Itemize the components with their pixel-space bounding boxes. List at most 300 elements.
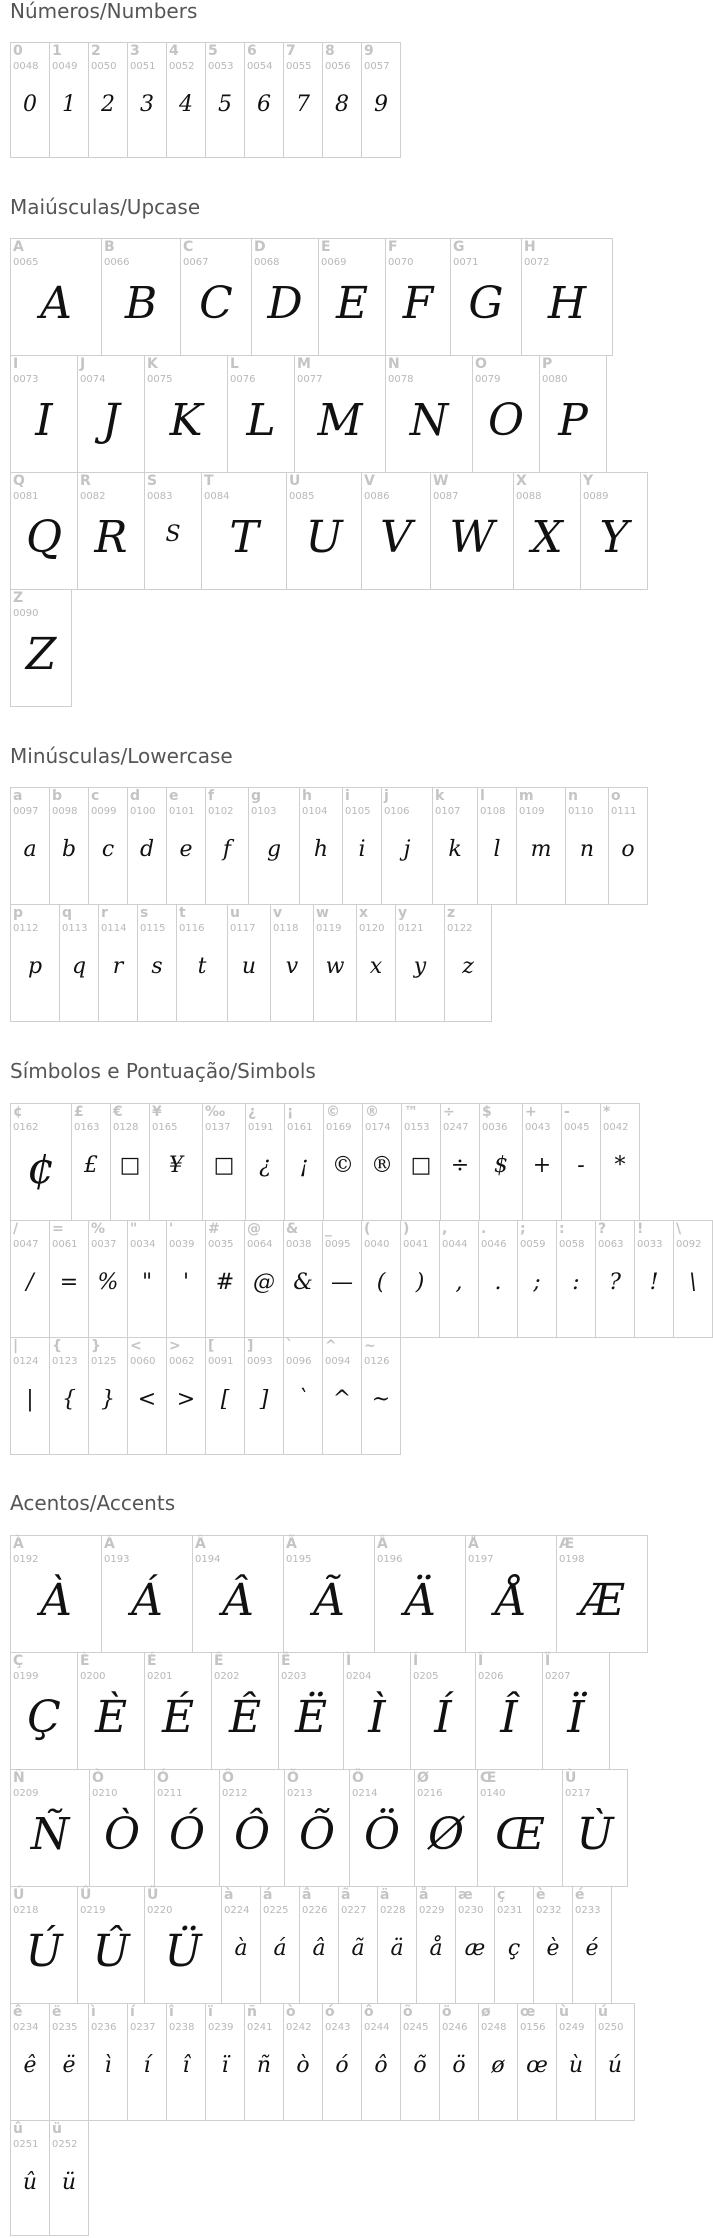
glyph-cell bbox=[10, 1220, 50, 1338]
glyph-char-label: B bbox=[104, 239, 115, 255]
glyph-code: 0199 bbox=[13, 1671, 39, 1682]
glyph-sample: f bbox=[222, 837, 232, 862]
glyph-code: 0043 bbox=[525, 1122, 551, 1133]
glyph-cell bbox=[71, 1103, 111, 1221]
glyph-cell bbox=[227, 904, 271, 1022]
glyph-cell bbox=[673, 1220, 713, 1338]
glyph-sample: , bbox=[455, 1270, 463, 1295]
glyph-sample: î bbox=[182, 2053, 190, 2078]
glyph-code: 0174 bbox=[365, 1122, 391, 1133]
glyph-code: 0074 bbox=[80, 374, 106, 385]
glyph-sample: Î bbox=[500, 1692, 518, 1743]
glyph-code: 0204 bbox=[346, 1671, 372, 1682]
glyph-code: 0236 bbox=[91, 2022, 117, 2033]
glyph-cell bbox=[322, 1337, 362, 1455]
glyph-cell bbox=[381, 787, 433, 905]
glyph-cell bbox=[556, 1535, 648, 1653]
glyph-code: 0041 bbox=[403, 1239, 429, 1250]
glyph-code: 0242 bbox=[286, 2022, 312, 2033]
glyph-char-label: D bbox=[254, 239, 266, 255]
glyph-char-label: F bbox=[388, 239, 398, 255]
glyph-code: 0232 bbox=[536, 1905, 562, 1916]
glyph-char-label: } bbox=[91, 1338, 101, 1354]
glyph-char-label: ô bbox=[364, 2004, 374, 2020]
glyph-code: 0125 bbox=[91, 1356, 117, 1367]
glyph-char-label: = bbox=[52, 1221, 64, 1237]
glyph-cell bbox=[270, 904, 314, 1022]
glyph-row bbox=[10, 1220, 712, 1338]
glyph-sample: E bbox=[335, 278, 369, 329]
glyph-code: 0100 bbox=[130, 806, 156, 817]
glyph-sample: i bbox=[358, 837, 366, 862]
glyph-sample: Ì bbox=[368, 1692, 386, 1743]
glyph-sample: A bbox=[40, 278, 72, 329]
glyph-code: 0122 bbox=[447, 923, 473, 934]
glyph-cell bbox=[356, 904, 396, 1022]
glyph-char-label: R bbox=[80, 473, 91, 489]
glyph-cell bbox=[88, 787, 128, 905]
glyph-cell bbox=[127, 1220, 167, 1338]
glyph-sample: ) bbox=[415, 1270, 425, 1295]
glyph-char-label: ` bbox=[286, 1338, 293, 1354]
glyph-cell bbox=[88, 2003, 128, 2121]
glyph-char-label: < bbox=[130, 1338, 142, 1354]
glyph-sample: á bbox=[273, 1936, 287, 1961]
glyph-code: 0161 bbox=[287, 1122, 313, 1133]
glyph-sample: 8 bbox=[335, 92, 349, 117]
glyph-code: 0246 bbox=[442, 2022, 468, 2033]
glyph-code: 0191 bbox=[248, 1122, 274, 1133]
glyph-sample: N bbox=[409, 395, 449, 446]
glyph-char-label: Ù bbox=[565, 1770, 577, 1786]
glyph-code: 0241 bbox=[247, 2022, 273, 2033]
glyph-code: 0057 bbox=[364, 61, 390, 72]
glyph-char-label: O bbox=[475, 356, 487, 372]
glyph-char-label: ÷ bbox=[443, 1104, 455, 1120]
glyph-cell bbox=[248, 787, 300, 905]
glyph-char-label: Y bbox=[583, 473, 594, 489]
glyph-char-label: å bbox=[419, 1887, 429, 1903]
glyph-cell bbox=[205, 1220, 245, 1338]
glyph-code: 0034 bbox=[130, 1239, 156, 1250]
glyph-code: 0063 bbox=[598, 1239, 624, 1250]
glyph-char-label: s bbox=[140, 905, 149, 921]
glyph-char-label: 6 bbox=[247, 43, 257, 59]
glyph-char-label: É bbox=[147, 1653, 157, 1669]
glyph-cell bbox=[440, 1103, 480, 1221]
glyph-sample: ( bbox=[376, 1270, 386, 1295]
glyph-sample: T bbox=[229, 512, 259, 563]
glyph-cell bbox=[284, 1769, 350, 1887]
glyph-char-label: Ç bbox=[13, 1653, 24, 1669]
glyph-char-label: ~ bbox=[364, 1338, 376, 1354]
glyph-cell bbox=[144, 1886, 222, 2004]
glyph-char-label: Æ bbox=[559, 1536, 575, 1552]
glyph-cell bbox=[89, 1769, 155, 1887]
glyph-sample: □ bbox=[119, 1153, 141, 1178]
glyph-code: 0220 bbox=[147, 1905, 173, 1916]
glyph-char-label: e bbox=[169, 788, 179, 804]
glyph-char-label: ó bbox=[325, 2004, 335, 2020]
glyph-code: 0196 bbox=[377, 1554, 403, 1565]
glyph-cell bbox=[595, 2003, 635, 2121]
glyph-sample: \ bbox=[689, 1270, 697, 1295]
glyph-char-label: ® bbox=[365, 1104, 379, 1120]
glyph-cell bbox=[517, 2003, 557, 2121]
glyph-code: 0118 bbox=[273, 923, 299, 934]
glyph-code: 0252 bbox=[52, 2139, 78, 2150]
glyph-code: 0044 bbox=[442, 1239, 468, 1250]
glyph-char-label: Õ bbox=[287, 1770, 299, 1786]
glyph-code: 0083 bbox=[147, 491, 173, 502]
glyph-code: 0249 bbox=[559, 2022, 585, 2033]
glyph-code: 0045 bbox=[564, 1122, 590, 1133]
glyph-char-label: @ bbox=[247, 1221, 261, 1237]
glyph-char-label: Ì bbox=[346, 1653, 352, 1669]
glyph-sample: V bbox=[380, 512, 412, 563]
glyph-char-label: À bbox=[13, 1536, 24, 1552]
glyph-cell bbox=[144, 472, 202, 590]
glyph-code: 0108 bbox=[480, 806, 506, 817]
glyph-code: 0202 bbox=[214, 1671, 240, 1682]
glyph-sample: L bbox=[246, 395, 276, 446]
glyph-cell bbox=[192, 1535, 284, 1653]
glyph-char-label: é bbox=[575, 1887, 585, 1903]
glyph-code: 0099 bbox=[91, 806, 117, 817]
glyph-char-label: Ò bbox=[92, 1770, 104, 1786]
glyph-sample: Y bbox=[599, 512, 629, 563]
glyph-sample: Ü bbox=[164, 1926, 202, 1977]
glyph-char-label: \ bbox=[676, 1221, 682, 1237]
glyph-char-label: à bbox=[224, 1887, 234, 1903]
glyph-cell bbox=[294, 355, 386, 473]
glyph-code: 0217 bbox=[565, 1788, 591, 1799]
glyph-row bbox=[10, 904, 491, 1022]
glyph-sample: U bbox=[305, 512, 343, 563]
glyph-code: 0123 bbox=[52, 1356, 78, 1367]
glyph-cell bbox=[251, 238, 319, 356]
glyph-cell bbox=[59, 904, 99, 1022]
glyph-char-label: ; bbox=[520, 1221, 526, 1237]
glyph-code: 0072 bbox=[524, 257, 550, 268]
glyph-char-label: I bbox=[13, 356, 19, 372]
glyph-sample: à bbox=[234, 1936, 248, 1961]
glyph-cell bbox=[494, 1886, 534, 2004]
glyph-sample: Ê bbox=[228, 1692, 262, 1743]
glyph-cell bbox=[10, 1535, 102, 1653]
glyph-code: 0213 bbox=[287, 1788, 313, 1799]
glyph-char-label: y bbox=[398, 905, 408, 921]
glyph-sample: ú bbox=[607, 2053, 623, 2078]
glyph-cell bbox=[144, 1652, 212, 1770]
glyph-sample: Â bbox=[222, 1575, 254, 1626]
glyph-cell bbox=[572, 1886, 612, 2004]
glyph-sample: v bbox=[285, 954, 299, 979]
glyph-code: 0096 bbox=[286, 1356, 312, 1367]
glyph-cell bbox=[479, 1103, 523, 1221]
glyph-code: 0192 bbox=[13, 1554, 39, 1565]
glyph-char-label: 8 bbox=[325, 43, 335, 59]
glyph-char-label: ! bbox=[637, 1221, 644, 1237]
glyph-cell bbox=[10, 1769, 90, 1887]
glyph-char-label: á bbox=[263, 1887, 273, 1903]
glyph-sample: b bbox=[61, 837, 77, 862]
glyph-code: 0195 bbox=[286, 1554, 312, 1565]
glyph-sample: : bbox=[572, 1270, 580, 1295]
glyph-char-label: | bbox=[13, 1338, 19, 1354]
glyph-code: 0119 bbox=[316, 923, 342, 934]
glyph-cell bbox=[10, 472, 78, 590]
glyph-code: 0126 bbox=[364, 1356, 390, 1367]
glyph-char-label: Û bbox=[80, 1887, 92, 1903]
glyph-code: 0095 bbox=[325, 1239, 351, 1250]
glyph-sample: F bbox=[402, 278, 434, 329]
glyph-code: 0194 bbox=[195, 1554, 221, 1565]
glyph-sample: ` bbox=[297, 1387, 309, 1412]
section-title: Maiúsculas/Upcase bbox=[10, 195, 201, 219]
glyph-sample: ö bbox=[452, 2053, 466, 2078]
glyph-code: 0077 bbox=[297, 374, 323, 385]
glyph-code: 0088 bbox=[516, 491, 542, 502]
glyph-char-label: j bbox=[384, 788, 389, 804]
glyph-cell bbox=[283, 1535, 375, 1653]
glyph-sample: ~ bbox=[371, 1387, 391, 1412]
glyph-cell bbox=[556, 1220, 596, 1338]
glyph-char-label: ‰ bbox=[205, 1104, 226, 1120]
glyph-char-label: q bbox=[62, 905, 73, 921]
glyph-cell bbox=[49, 787, 89, 905]
glyph-char-label: Q bbox=[13, 473, 25, 489]
glyph-sample: Ñ bbox=[30, 1809, 70, 1860]
glyph-sample: 3 bbox=[140, 92, 154, 117]
glyph-cell bbox=[127, 787, 167, 905]
glyph-cell bbox=[88, 42, 128, 158]
glyph-code: 0104 bbox=[302, 806, 328, 817]
glyph-char-label: . bbox=[481, 1221, 487, 1237]
glyph-sample: c bbox=[101, 837, 115, 862]
glyph-char-label: ø bbox=[481, 2004, 491, 2020]
glyph-char-label: œ bbox=[520, 2004, 536, 2020]
glyph-cell bbox=[77, 1886, 145, 2004]
glyph-code: 0117 bbox=[230, 923, 256, 934]
glyph-cell bbox=[561, 1103, 601, 1221]
glyph-sample: 7 bbox=[296, 92, 310, 117]
glyph-code: 0227 bbox=[341, 1905, 367, 1916]
glyph-char-label: È bbox=[80, 1653, 90, 1669]
glyph-cell bbox=[10, 2003, 50, 2121]
glyph-cell bbox=[595, 1220, 635, 1338]
glyph-code: 0065 bbox=[13, 257, 39, 268]
glyph-sample: ¡ bbox=[299, 1153, 309, 1178]
glyph-cell bbox=[600, 1103, 640, 1221]
glyph-cell bbox=[478, 2003, 518, 2121]
glyph-sample: D bbox=[267, 278, 303, 329]
glyph-cell bbox=[450, 238, 522, 356]
glyph-sample: d bbox=[139, 837, 155, 862]
glyph-cell bbox=[244, 42, 284, 158]
glyph-cell bbox=[49, 42, 89, 158]
glyph-char-label: d bbox=[130, 788, 141, 804]
glyph-char-label: Â bbox=[195, 1536, 206, 1552]
glyph-code: 0115 bbox=[140, 923, 166, 934]
glyph-code: 0247 bbox=[443, 1122, 469, 1133]
glyph-sample: K bbox=[169, 395, 203, 446]
glyph-code: 0079 bbox=[475, 374, 501, 385]
glyph-sample: À bbox=[40, 1575, 72, 1626]
glyph-sample: ë bbox=[62, 2053, 76, 2078]
glyph-cell bbox=[77, 1652, 145, 1770]
glyph-code: 0211 bbox=[157, 1788, 183, 1799]
glyph-code: 0048 bbox=[13, 61, 39, 72]
glyph-char-label: W bbox=[433, 473, 449, 489]
glyph-cell bbox=[166, 1337, 206, 1455]
glyph-code: 0163 bbox=[74, 1122, 100, 1133]
glyph-sample: I bbox=[35, 395, 53, 446]
glyph-char-label: k bbox=[435, 788, 445, 804]
glyph-cell bbox=[205, 1337, 245, 1455]
glyph-sample: # bbox=[215, 1270, 235, 1295]
section-title: Minúsculas/Lowercase bbox=[10, 744, 233, 768]
glyph-code: 0039 bbox=[169, 1239, 195, 1250]
glyph-char-label: : bbox=[559, 1221, 565, 1237]
glyph-row bbox=[10, 1535, 647, 1653]
glyph-cell bbox=[10, 1886, 78, 2004]
glyph-code: 0073 bbox=[13, 374, 39, 385]
glyph-code: 0084 bbox=[204, 491, 230, 502]
glyph-sample: ÷ bbox=[450, 1153, 470, 1178]
glyph-code: 0111 bbox=[611, 806, 637, 817]
glyph-sample: ' bbox=[182, 1270, 190, 1295]
glyph-cell bbox=[400, 1220, 440, 1338]
glyph-sample: = bbox=[59, 1270, 79, 1295]
glyph-char-label: 4 bbox=[169, 43, 179, 59]
glyph-cell bbox=[522, 1103, 562, 1221]
glyph-code: 0091 bbox=[208, 1356, 234, 1367]
glyph-char-label: t bbox=[179, 905, 186, 921]
glyph-char-label: K bbox=[147, 356, 158, 372]
glyph-cell bbox=[166, 42, 206, 158]
glyph-cell bbox=[180, 238, 252, 356]
glyph-sample: % bbox=[97, 1270, 119, 1295]
glyph-code: 0165 bbox=[152, 1122, 178, 1133]
glyph-code: 0225 bbox=[263, 1905, 289, 1916]
glyph-row bbox=[10, 472, 647, 590]
glyph-code: 0085 bbox=[289, 491, 315, 502]
glyph-char-label: > bbox=[169, 1338, 181, 1354]
glyph-char-label: / bbox=[13, 1221, 19, 1237]
glyph-sample: Æ bbox=[579, 1575, 625, 1626]
glyph-sample: Q bbox=[25, 512, 63, 563]
glyph-sample: ¢ bbox=[27, 1143, 55, 1194]
glyph-cell bbox=[10, 904, 60, 1022]
glyph-sample: 4 bbox=[179, 92, 193, 117]
glyph-code: 0229 bbox=[419, 1905, 445, 1916]
glyph-char-label: z bbox=[447, 905, 456, 921]
glyph-sample: m bbox=[530, 837, 552, 862]
glyph-sample: ó bbox=[335, 2053, 349, 2078]
glyph-sample: 9 bbox=[374, 92, 388, 117]
glyph-cell bbox=[10, 238, 102, 356]
glyph-char-label: ¢ bbox=[13, 1104, 23, 1120]
glyph-sample: h bbox=[313, 837, 329, 862]
glyph-code: 0212 bbox=[222, 1788, 248, 1799]
glyph-char-label: ? bbox=[598, 1221, 607, 1237]
glyph-char-label: ú bbox=[598, 2004, 608, 2020]
glyph-sample: 1 bbox=[62, 92, 76, 117]
glyph-cell bbox=[154, 1769, 220, 1887]
glyph-sample: < bbox=[137, 1387, 157, 1412]
glyph-sample: ® bbox=[371, 1153, 393, 1178]
glyph-char-label: n bbox=[568, 788, 578, 804]
glyph-code: 0153 bbox=[404, 1122, 430, 1133]
glyph-code: 0069 bbox=[321, 257, 347, 268]
glyph-sample: x bbox=[369, 954, 383, 979]
glyph-code: 0109 bbox=[519, 806, 545, 817]
glyph-cell bbox=[284, 1103, 324, 1221]
glyph-char-label: Ä bbox=[377, 1536, 388, 1552]
glyph-cell bbox=[313, 904, 357, 1022]
glyph-sample: â bbox=[312, 1936, 326, 1961]
glyph-sample: . bbox=[494, 1270, 502, 1295]
glyph-code: 0049 bbox=[52, 61, 78, 72]
glyph-sample: ø bbox=[491, 2053, 505, 2078]
glyph-code: 0107 bbox=[435, 806, 461, 817]
glyph-char-label: ù bbox=[559, 2004, 569, 2020]
glyph-row bbox=[10, 589, 71, 707]
glyph-cell bbox=[283, 42, 323, 158]
glyph-cell bbox=[149, 1103, 203, 1221]
glyph-sample: G bbox=[468, 278, 504, 329]
glyph-char-label: õ bbox=[403, 2004, 413, 2020]
glyph-sample: ù bbox=[568, 2053, 584, 2078]
glyph-code: 0050 bbox=[91, 61, 117, 72]
glyph-char-label: Ö bbox=[352, 1770, 364, 1786]
glyph-char-label: Ë bbox=[281, 1653, 291, 1669]
glyph-char-label: L bbox=[230, 356, 239, 372]
glyph-char-label: b bbox=[52, 788, 63, 804]
glyph-char-label: * bbox=[603, 1104, 611, 1120]
glyph-char-label: i bbox=[345, 788, 350, 804]
glyph-char-label: v bbox=[273, 905, 283, 921]
glyph-code: 0080 bbox=[542, 374, 568, 385]
section-title: Números/Numbers bbox=[10, 0, 198, 23]
glyph-cell bbox=[361, 472, 431, 590]
glyph-code: 0198 bbox=[559, 1554, 585, 1565]
glyph-cell bbox=[10, 787, 50, 905]
glyph-code: 0068 bbox=[254, 257, 280, 268]
glyph-char-label: g bbox=[251, 788, 262, 804]
glyph-code: 0101 bbox=[169, 806, 195, 817]
glyph-cell bbox=[385, 238, 451, 356]
glyph-code: 0250 bbox=[598, 2022, 624, 2033]
glyph-cell bbox=[299, 787, 343, 905]
glyph-cell bbox=[513, 472, 581, 590]
glyph-sample: □ bbox=[410, 1153, 432, 1178]
glyph-code: 0052 bbox=[169, 61, 195, 72]
glyph-sample: 2 bbox=[101, 92, 115, 117]
glyph-sample: □ bbox=[213, 1153, 235, 1178]
glyph-cell bbox=[562, 1769, 628, 1887]
glyph-cell bbox=[323, 1103, 363, 1221]
glyph-char-label: U bbox=[289, 473, 301, 489]
glyph-sample: ; bbox=[533, 1270, 541, 1295]
glyph-code: 0071 bbox=[453, 257, 479, 268]
glyph-cell bbox=[77, 472, 145, 590]
glyph-code: 0061 bbox=[52, 1239, 78, 1250]
glyph-sample: | bbox=[26, 1387, 34, 1412]
glyph-row bbox=[10, 238, 612, 356]
glyph-cell bbox=[137, 904, 177, 1022]
